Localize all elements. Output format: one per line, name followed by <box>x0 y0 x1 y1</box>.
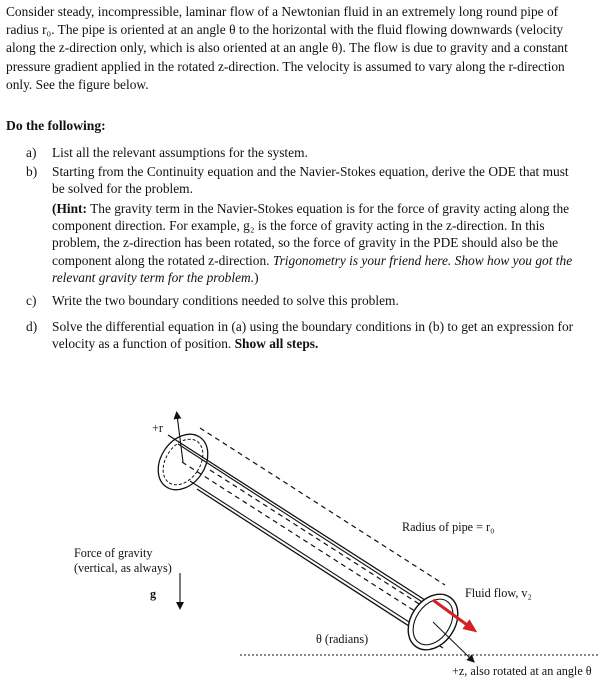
fluid-flow-label: Fluid flow, v₂ <box>465 586 532 600</box>
hint-line-3: problem, the z-direction has been rotated, so the force of gravity in the PDE should also be the <box>52 235 559 251</box>
task-b-line-2: be solved for the problem. <box>52 181 193 197</box>
intro-line-1: Consider steady, incompressible, laminar flow of a Newtonian fluid in an extremely long round pipe of <box>6 4 559 19</box>
intro-line-5: only. See the figure below. <box>6 76 149 92</box>
task-b-marker: b) <box>26 164 38 179</box>
pipe-inner-wall-bottom <box>190 481 437 640</box>
task-c-text: Write the two boundary conditions needed to solve this problem. <box>52 293 399 308</box>
r-axis-label: +r <box>152 421 163 435</box>
task-b-line-1: Starting from the Continuity equation and the Navier-Stokes equation, derive the ODE that must <box>52 164 569 179</box>
r-axis-arrow <box>177 415 183 462</box>
hint-line-2: component direction. For example, g₂ is the force of gravity acting in the z-direction. In this <box>52 218 545 234</box>
task-d-line-2: velocity as a function of position. <box>52 336 235 352</box>
radius-label: Radius of pipe = r₀ <box>402 520 495 534</box>
task-c-marker: c) <box>26 293 37 308</box>
angle-label: θ (radians) <box>316 632 369 646</box>
intro-line-3: along the z-direction only, which is also oriented at an angle θ). The flow is due to gravity and a constant <box>6 40 568 56</box>
intro-line-4: pressure gradient applied in the rotated z-direction. The velocity is assumed to vary along the r-direction <box>6 58 565 74</box>
pipe-outer-edge-bottom <box>197 489 443 648</box>
gravity-symbol: g <box>150 587 157 601</box>
task-d-marker: d) <box>26 319 38 334</box>
pipe-inner-wall-top <box>178 444 430 607</box>
task-d-bold: Show all steps. <box>234 336 319 352</box>
gravity-label-line-1: Force of gravity <box>74 546 153 560</box>
pipe-outer-edge-top <box>168 435 425 600</box>
task-a-marker: a) <box>26 145 37 160</box>
hint-italic-1: Trigonometry is your friend here. Show how you got the <box>272 252 573 268</box>
hint-close: ) <box>254 269 259 285</box>
hint-label: (Hint: <box>52 201 87 216</box>
gravity-label-line-2: (vertical, as always) <box>74 561 172 575</box>
tasks-heading: Do the following: <box>6 118 106 133</box>
hint-line-1: The gravity term in the Navier-Stokes equation is for the force of gravity acting along the <box>86 201 570 216</box>
z-axis-label: +z, also rotated at an angle θ <box>452 664 592 678</box>
radius-dashed-line-top <box>182 462 432 622</box>
task-d-line-1: Solve the differential equation in (a) using the boundary conditions in (b) to get an expression for <box>52 319 574 334</box>
radius-dashed-line-lower <box>210 470 452 625</box>
hint-italic-2: relevant gravity term for the problem. <box>52 269 255 285</box>
task-a-text: List all the relevant assumptions for the system. <box>52 145 308 160</box>
radius-dashed-line-outer <box>200 428 445 585</box>
hint-line-4: component along the rotated z-direction. <box>52 252 273 268</box>
intro-line-2: radius r₀. The pipe is oriented at an angle θ to the horizontal with the fluid flowing downwards (velocity <box>6 22 564 38</box>
